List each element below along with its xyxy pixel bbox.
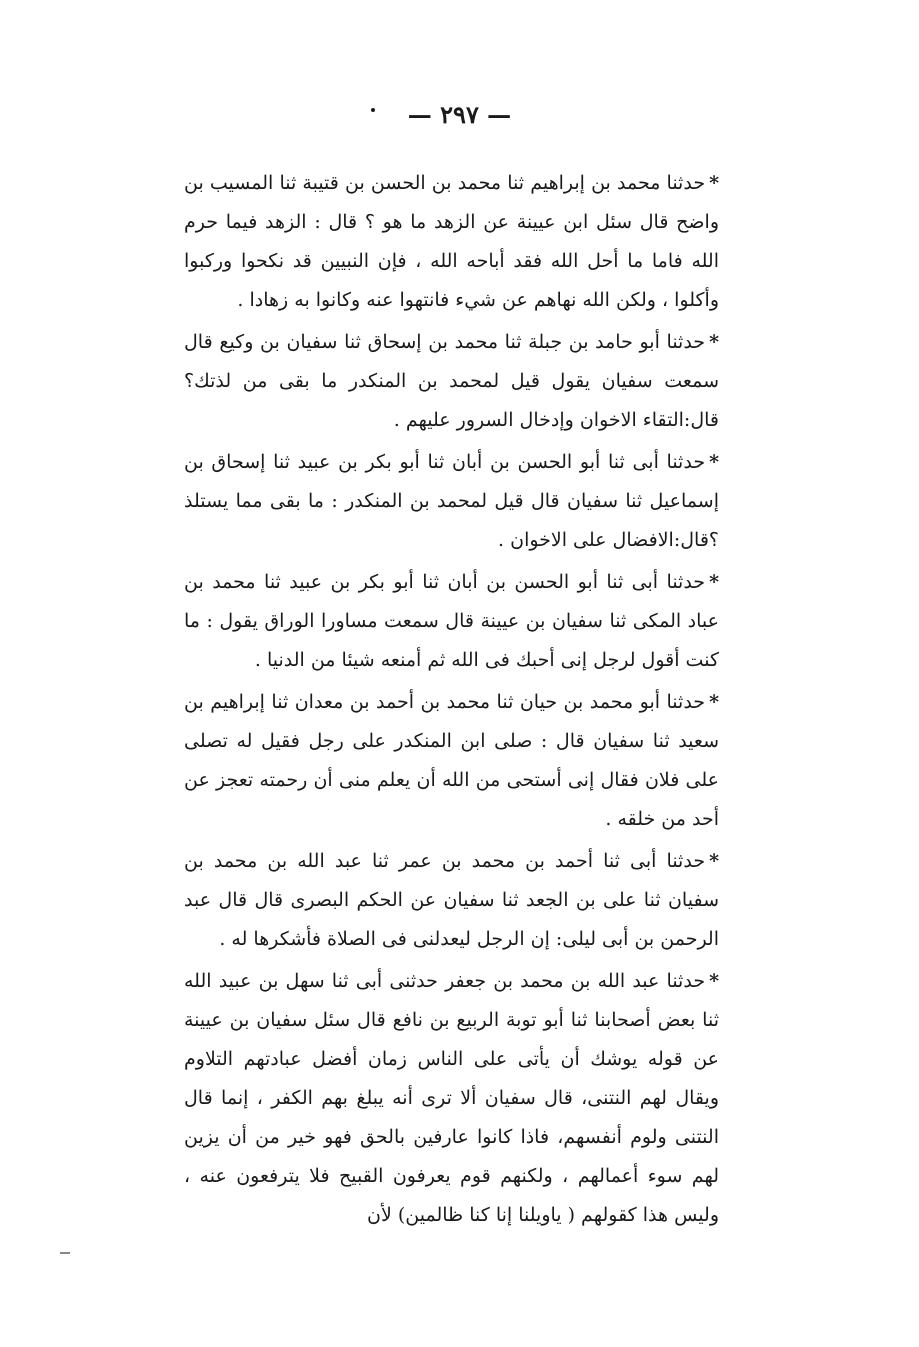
paragraph-6 (184, 842, 719, 959)
paragraph-text: حدثنا أبو حامد بن جبلة ثنا محمد بن إسحاق ثنا سفيان بن وكيع قال سمعت سفيان يقول قيل لمحمد بن المنكدر ما بقى من لذتك؟قال:التقاء الاخوان وإدخال السرور عليهم . (184, 331, 719, 431)
margin-mark (60, 1252, 70, 1254)
paragraph-marker: * (709, 331, 719, 353)
paragraph-7 (184, 962, 719, 1235)
paragraph-marker: * (709, 970, 719, 992)
paragraph-2 (184, 323, 719, 440)
page-number: — ٢٩٧ — (407, 100, 512, 129)
ink-dot (371, 108, 375, 112)
paragraph-text: حدثنا أبى ثنا أبو الحسن بن أبان ثنا أبو بكر بن عبيد ثنا إسحاق بن إسماعيل ثنا سفيان قال قيل لمحمد بن المنكدر : ما بقى مما يستلذ ؟قال:الافضال على الاخوان . (184, 451, 719, 551)
paragraph-1 (184, 164, 719, 320)
paragraph-text: حدثنا محمد بن إبراهيم ثنا محمد بن الحسن بن قتيبة ثنا المسيب بن واضح قال سئل ابن عيينة عن الزهد ما هو ؟ قال : الزهد فيما حرم الله فاما ما أحل الله فقد أباحه الله ، فإن النبيين قد نكحوا وركبوا وأكلوا ، ولكن الله نهاهم عن شيء فانتهوا عنه وكانوا به زهادا . (184, 172, 719, 311)
paragraph-text: حدثنا أبى ثنا أبو الحسن بن أبان ثنا أبو بكر بن عبيد ثنا محمد بن عباد المكى ثنا سفيان بن عيينة قال سمعت مساورا الوراق يقول : ما كنت أقول لرجل إنى أحبك فى الله ثم أمنعه شيئا من الدنيا . (184, 571, 719, 671)
body-text (184, 164, 719, 1238)
paragraph-3 (184, 443, 719, 560)
paragraph-text: حدثنا أبو محمد بن حيان ثنا محمد بن أحمد بن معدان ثنا إبراهيم بن سعيد ثنا سفيان قال : صلى ابن المنكدر على رجل فقيل له تصلى على فلان فقال إنى أستحى من الله أن يعلم منى أن رحمته تعجز عن أحد من خلقه . (184, 691, 719, 830)
paragraph-marker: * (709, 571, 719, 593)
paragraph-marker: * (709, 172, 719, 194)
paragraph-5 (184, 683, 719, 839)
paragraph-marker: * (709, 451, 719, 473)
paragraph-marker: * (709, 850, 719, 872)
paragraph-text: حدثنا عبد الله بن محمد بن جعفر حدثنى أبى ثنا سهل بن عبيد الله ثنا بعض أصحابنا ثنا أبو توبة الربيع بن نافع قال سئل سفيان بن عيينة عن قوله يوشك أن يأتى على الناس زمان أفضل عبادتهم التلاوم ويقال لهم النتنى، قال سفيان ألا ترى أنه يبلغ بهم الكفر ، إنما قال النتنى ولوم أنفسهم، فاذا كانوا عارفين بالحق فهو خير من أن يزين لهم سوء أعمالهم ، ولكنهم قوم يعرفون القبيح فلا يترفعون عنه ، وليس هذا كقولهم ( ياويلنا إنا كنا ظالمين) لأن (184, 970, 719, 1226)
paragraph-marker: * (709, 691, 719, 713)
paragraph-4 (184, 563, 719, 680)
paragraph-text: حدثنا أبى ثنا أحمد بن محمد بن عمر ثنا عبد الله بن محمد بن سفيان ثنا على بن الجعد ثنا سفيان عن الحكم البصرى قال قال عبد الرحمن بن أبى ليلى: إن الرجل ليعدلنى فى الصلاة فأشكرها له . (184, 850, 719, 950)
